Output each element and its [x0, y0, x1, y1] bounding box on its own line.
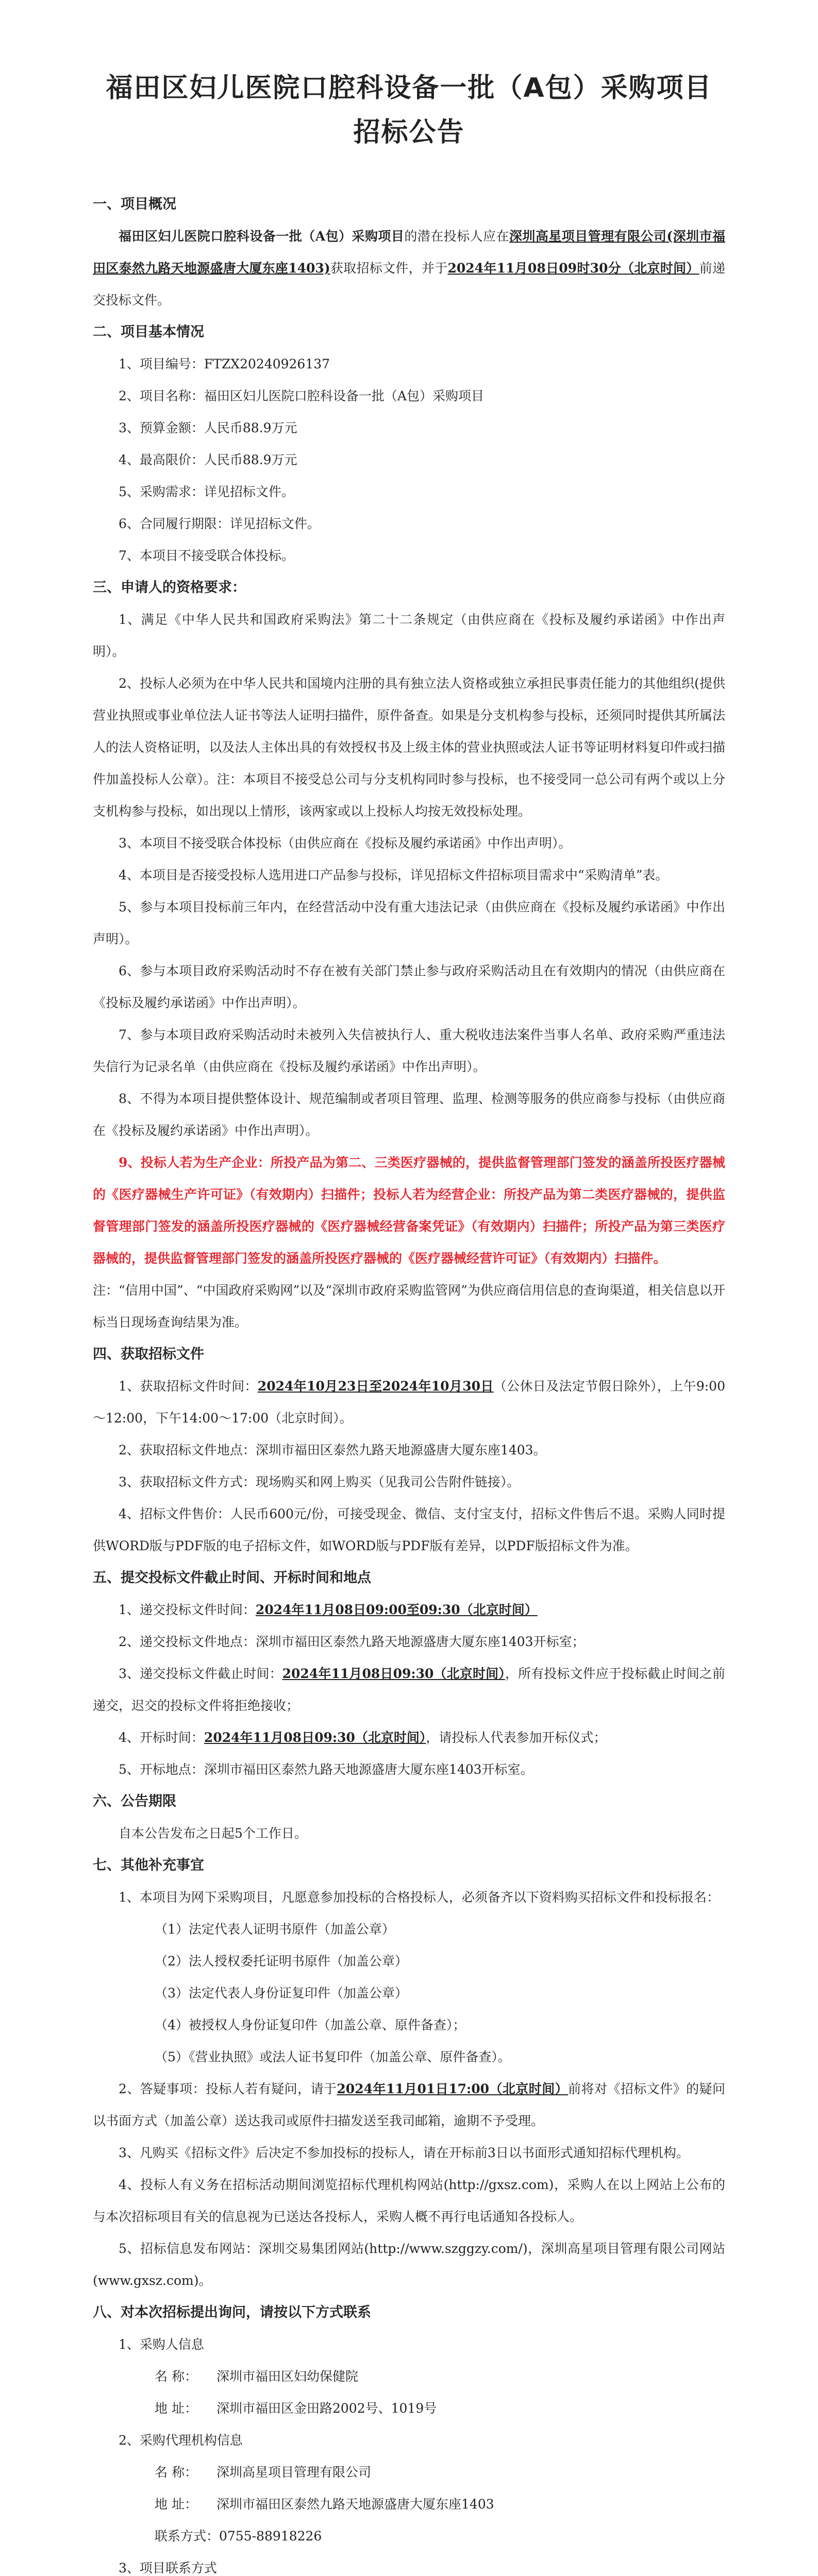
agency-info-heading: 2、采购代理机构信息	[119, 2433, 243, 2448]
purchaser-address: 深圳市福田区金田路2002号、1019号	[216, 2401, 437, 2416]
qualification-item: 1、满足《中华人民共和国政府采购法》第二十二条规定（由供应商在《投标及履约承诺函》中作出声明）。	[93, 612, 725, 659]
qa-note: 前将对《招标文件》的疑问以书面方式（加盖公章）送达我司或原件扫描发送至我司邮箱，逾期不予受理。	[93, 2081, 725, 2128]
notice-period-text: 自本公告发布之日起5个工作日。	[119, 1826, 307, 1841]
qualification-item: 4、本项目是否接受投标人选用进口产品参与投标，详见招标文件招标项目需求中“采购清单”表。	[119, 868, 669, 883]
qa-deadline: 2024年11月01日17:00（北京时间）	[337, 2081, 569, 2096]
obtain-time-range: 2024年10月23日至2024年10月30日	[257, 1379, 494, 1394]
required-material-item: （5）《营业执照》或法人证书复印件（加盖公章、原件备查）。	[155, 2049, 511, 2064]
qualification-item: 2、投标人必须为在中华人民共和国境内注册的具有独立法人资格或独立承担民事责任能力的其他组织(提供营业执照或事业单位法人证书等法人证明扫描件，原件备查。如果是分支机构参与投标，还须同时提供其所属法人的法人资格证明，以及法人主体出具的有效授权书及上级主体的营业执照或法人证书等证明材料复印件或扫描件加盖投标人公章）。注：本项目不接受总公司与分支机构同时参与投标，也不接受同一总公司有两个或以上分支机构参与投标，如出现以上情形，该两家或以上投标人均按无效投标处理。	[93, 676, 725, 819]
obtain-time-hours: （公休日及法定节假日除外），上午9:00～12:00，下午14:00～17:00（北京时间）。	[93, 1379, 725, 1426]
page-title: 福田区妇儿医院口腔科设备一批（A包）采购项目招标公告	[106, 73, 712, 148]
opening-place-item: 5、开标地点：深圳市福田区泰然九路天地源盛唐大厦东座1403开标室。	[119, 1762, 533, 1777]
opening-time-value: 2024年11月08日09:30（北京时间）	[204, 1730, 426, 1745]
submit-deadline-label: 3、递交投标文件截止时间：	[119, 1666, 282, 1681]
section-heading-overview: 一、项目概况	[93, 196, 176, 212]
website-duty-item: 4、投标人有义务在招标活动期间浏览招标代理机构网站(http://gxsz.com)，采购人在以上网站上公布的与本次招标项目有关的信息视为已送达各投标人，采购人概不再行电话通知各投标人。	[93, 2177, 725, 2224]
section-heading-notice-period: 六、公告期限	[93, 1793, 176, 1809]
overview-text: 前递交投标文件。	[93, 261, 725, 308]
required-material-item: （1）法定代表人证明书原件（加盖公章）	[155, 1922, 395, 1937]
basic-info-item: 1、项目编号：FTZX20240926137	[119, 357, 330, 371]
required-material-item: （2）法人授权委托证明书原件（加盖公章）	[155, 1954, 408, 1969]
qualification-item-medical-license: 9、投标人若为生产企业：所投产品为第二、三类医疗器械的，提供监督管理部门签发的涵盖所投医疗器械的《医疗器械生产许可证》（有效期内）扫描件；投标人若为经营企业：所投产品为第二类医疗器械的，提供监督管理部门签发的涵盖所投医疗器械的《医疗器械经营备案凭证》（有效期内）扫描件；所投产品为第三类医疗器械的，提供监督管理部门签发的涵盖所投医疗器械的《医疗器械经营许可证》（有效期内）扫描件。	[93, 1155, 725, 1266]
agency-name-label: 名 称：	[155, 2465, 197, 2480]
submit-time-label: 1、递交投标文件时间：	[119, 1602, 256, 1617]
obtain-time-item	[93, 1370, 725, 1434]
qualification-item: 3、本项目不接受联合体投标（由供应商在《投标及履约承诺函》中作出声明）。	[119, 836, 572, 851]
agency-address-row	[93, 2488, 725, 2520]
overview-paragraph	[93, 221, 725, 316]
agency-address-label: 地 址：	[155, 2497, 197, 2512]
agency-phone-row: 联系方式：0755-88918226	[155, 2529, 322, 2544]
basic-info-item: 7、本项目不接受联合体投标。	[119, 548, 294, 563]
overview-text: 获取招标文件，并于	[330, 261, 448, 276]
publish-sites-item: 5、招标信息发布网站：深圳交易集团网站(http://www.szggzy.com/)，深圳高星项目管理有限公司网站(www.gxsz.com)。	[93, 2241, 725, 2288]
overview-text: 的潜在投标人应在	[404, 229, 509, 244]
obtain-time-label: 1、获取招标文件时间：	[119, 1379, 258, 1394]
project-contact-heading: 3、项目联系方式	[119, 2561, 217, 2575]
section-heading-qualifications: 三、申请人的资格要求：	[93, 580, 246, 596]
deadline-text: 2024年11月08日09时30分（北京时间）	[447, 261, 699, 276]
basic-info-item: 3、预算金额：人民币88.9万元	[119, 420, 297, 435]
obtain-method-item: 3、获取招标文件方式：现场购买和网上购买（见我司公告附件链接）。	[119, 1475, 520, 1489]
qualification-item: 8、不得为本项目提供整体设计、规范编制或者项目管理、监理、检测等服务的供应商参与投标（由供应商在《投标及履约承诺函》中作出声明）。	[93, 1091, 725, 1138]
agency-address: 深圳市福田区泰然九路天地源盛唐大厦东座1403	[216, 2497, 494, 2512]
qualification-item: 5、参与本项目投标前三年内，在经营活动中没有重大违法记录（由供应商在《投标及履约承诺函》中作出声明）。	[93, 900, 725, 946]
section-heading-basic-info: 二、项目基本情况	[93, 324, 204, 340]
basic-info-item: 6、合同履行期限：详见招标文件。	[119, 516, 320, 531]
withdraw-notice-item: 3、凡购买《招标文件》后决定不参加投标的投标人，请在开标前3日以书面形式通知招标代理机构。	[119, 2145, 689, 2160]
section-heading-contacts: 八、对本次招标提出询问，请按以下方式联系	[93, 2304, 371, 2320]
purchaser-info-heading: 1、采购人信息	[119, 2337, 204, 2352]
submit-deadline-item	[93, 1658, 725, 1722]
section-heading-other-matters: 七、其他补充事宜	[93, 1857, 204, 1873]
purchaser-name-row	[93, 2361, 725, 2393]
purchaser-address-label: 地 址：	[155, 2401, 197, 2416]
submit-place-item: 2、递交投标文件地点：深圳市福田区泰然九路天地源盛唐大厦东座1403开标室；	[119, 1634, 585, 1649]
qualification-item: 7、参与本项目政府采购活动时未被列入失信被执行人、重大税收违法案件当事人名单、政府采购严重违法失信行为记录名单（由供应商在《投标及履约承诺函》中作出声明）。	[93, 1027, 725, 1074]
section-heading-obtain-docs: 四、获取招标文件	[93, 1346, 204, 1362]
qa-item	[93, 2073, 725, 2137]
project-name-text: 福田区妇儿医院口腔科设备一批（A包）采购项目	[119, 229, 405, 244]
doc-price-item: 4、招标文件售价：人民币600元/份，可接受现金、微信、支付宝支付，招标文件售后不退。采购人同时提供WORD版与PDF版的电子招标文件，如WORD版与PDF版有差异，以PDF版招标文件为准。	[93, 1506, 725, 1553]
basic-info-item: 4、最高限价：人民币88.9万元	[119, 452, 297, 467]
purchaser-address-row	[93, 2393, 725, 2425]
submit-time-item	[93, 1594, 725, 1626]
submit-deadline-note: ，所有投标文件应于投标截止时间之前递交，迟交的投标文件将拒绝接收；	[93, 1666, 725, 1713]
required-material-item: （3）法定代表人身份证复印件（加盖公章）	[155, 1986, 408, 2001]
basic-info-item: 5、采购需求：详见招标文件。	[119, 484, 294, 499]
basic-info-item: 2、项目名称：福田区妇儿医院口腔科设备一批（A包）采购项目	[119, 388, 484, 403]
qualification-item: 6、参与本项目政府采购活动时不存在被有关部门禁止参与政府采购活动且在有效期内的情况（由供应商在《投标及履约承诺函》中作出声明）。	[93, 963, 725, 1010]
required-material-item: （4）被授权人身份证复印件（加盖公章、原件备查）；	[155, 2018, 466, 2032]
submit-deadline-value: 2024年11月08日09:30（北京时间）	[282, 1666, 505, 1681]
opening-time-note: ，请投标人代表参加开标仪式；	[426, 1730, 607, 1745]
opening-time-item	[93, 1722, 725, 1754]
credit-note: 注：“信用中国”、“中国政府采购网”以及“深圳市政府采购监管网”为供应商信用信息的查询渠道，相关信息以开标当日现场查询结果为准。	[93, 1283, 725, 1330]
agency-address-text: 深圳高星项目管理有限公司(深圳市福田区泰然九路天地源盛唐大厦东座1403)	[93, 229, 725, 276]
agency-name-row	[93, 2456, 725, 2488]
qa-label: 2、答疑事项：投标人若有疑问，请于	[119, 2081, 337, 2096]
obtain-place-item: 2、获取招标文件地点：深圳市福田区泰然九路天地源盛唐大厦东座1403。	[119, 1443, 546, 1458]
purchaser-name-label: 名 称：	[155, 2369, 197, 2384]
submit-time-value: 2024年11月08日09:00至09:30（北京时间）	[255, 1602, 538, 1617]
section-heading-submission: 五、提交投标文件截止时间、开标时间和地点	[93, 1570, 371, 1586]
agency-name: 深圳高星项目管理有限公司	[216, 2465, 372, 2480]
opening-time-label: 4、开标时间：	[119, 1730, 204, 1745]
purchaser-name: 深圳市福田区妇幼保健院	[216, 2369, 359, 2384]
offline-purchase-item: 1、本项目为网下采购项目，凡愿意参加投标的合格投标人，必须备齐以下资料购买招标文件和投标报名：	[119, 1890, 720, 1905]
